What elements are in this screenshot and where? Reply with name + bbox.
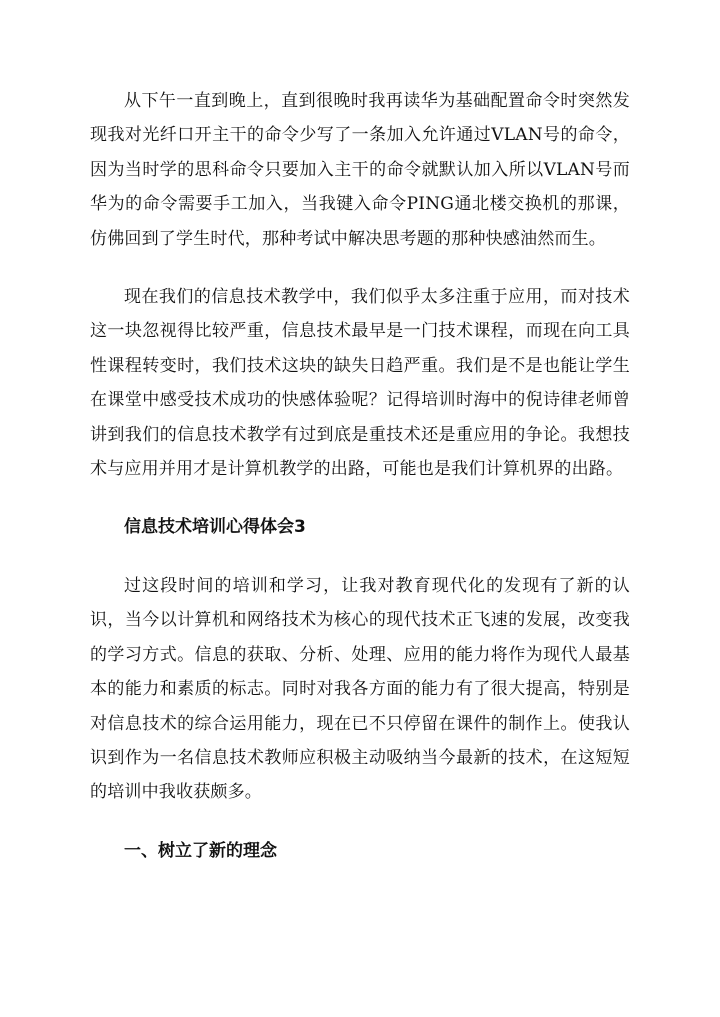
paragraph-gap: [90, 810, 630, 834]
paragraph-gap: [90, 545, 630, 569]
paragraph-gap: [90, 256, 630, 280]
paragraph-3: 过这段时间的培训和学习，让我对教育现代化的发现有了新的认识，当今以计算机和网络技术为核心的现代技术正飞速的发展，改变我的学习方式。信息的获取、分析、处理、应用的能力将作为现代人最基本的能力和素质的标志。同时对我各方面的能力有了很大提高，特别是对信息技术的综合运用能力，现在已不只停留在课件的制作上。使我认识到作为一名信息技术教师应积极主动吸纳当今最新的技术，在这短短的培训中我收获颇多。: [90, 575, 630, 803]
paragraph-1: 从下午一直到晚上，直到很晚时我再读华为基础配置命令时突然发现我对光纤口开主干的命令少写了一条加入允许通过VLAN号的命令，因为当时学的思科命令只要加入主干的命令就默认加入所以VLAN号而华为的命令需要手工加入，当我键入命令PING通北楼交换机的那课，仿佛回到了学生时代，那种考试中解决思考题的那种快感油然而生。: [90, 91, 630, 249]
section-title: 信息技术培训心得体会3: [124, 517, 306, 538]
paragraph-gap: [90, 486, 630, 510]
subheading: 一、树立了新的理念: [124, 840, 277, 861]
paragraph-2: 现在我们的信息技术教学中，我们似乎太多注重于应用，而对技术这一块忽视得比较严重，信息技术最早是一门技术课程，而现在向工具性课程转变时，我们技术这块的缺失日趋严重。我们是不是也能让学生在课堂中感受技术成功的快感体验呢？记得培训时海中的倪诗律老师曾讲到我们的信息技术教学有过到底是重技术还是重应用的争论。我想技术与应用并用才是计算机教学的出路，可能也是我们计算机界的出路。: [90, 287, 630, 480]
